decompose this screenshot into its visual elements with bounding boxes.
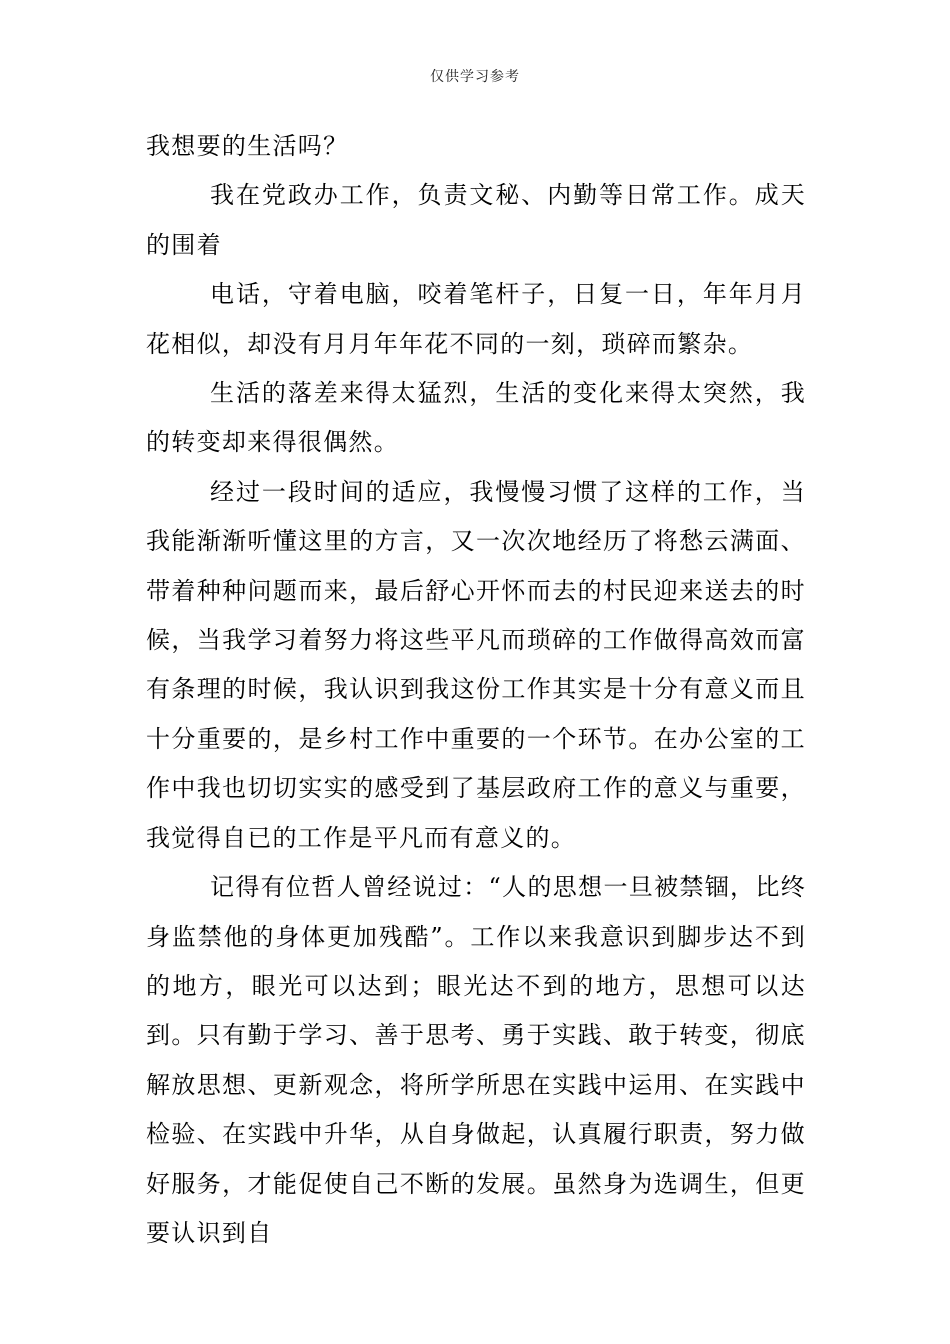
- document-body: [146, 122, 806, 1258]
- paragraph-4: 生活的落差来得太猛烈，生活的变化来得太突然，我的转变却来得很偶然。: [146, 379, 806, 457]
- paragraph-2: 我在党政办工作，负责文秘、内勤等日常工作。成天的围着: [146, 181, 806, 259]
- paragraph-1: 我想要的生活吗？: [146, 132, 349, 160]
- paragraph-3: 电话，守着电脑，咬着笔杆子，日复一日，年年月月花相似，却没有月月年年花不同的一刻，琐碎而繁杂。: [146, 280, 806, 358]
- paragraph-5: 经过一段时间的适应，我慢慢习惯了这样的工作，当我能渐渐听懂这里的方言，又一次次地经历了将愁云满面、带着种种问题而来，最后舒心开怀而去的村民迎来送去的时候，当我学习着努力将这些平凡而琐碎的工作做得高效而富有条理的时候，我认识到我这份工作其实是十分有意义而且十分重要的，是乡村工作中重要的一个环节。在办公室的工作中我也切切实实的感受到了基层政府工作的意义与重要，我觉得自已的工作是平凡而有意义的。: [146, 477, 806, 852]
- page-header: 仅供学习参考: [430, 69, 520, 85]
- paragraph-6: 记得有位哲人曾经说过：“人的思想一旦被禁锢，比终身监禁他的身体更加残酷”。工作以来我意识到脚步达不到的地方，眼光可以达到；眼光达不到的地方，思想可以达到。只有勤于学习、善于思考、勇于实践、敢于转变，彻底解放思想、更新观念，将所学所思在实践中运用、在实践中检验、在实践中升华，从自身做起，认真履行职责，努力做好服务，才能促使自己不断的发展。虽然身为选调生，但更要认识到自: [146, 873, 806, 1247]
